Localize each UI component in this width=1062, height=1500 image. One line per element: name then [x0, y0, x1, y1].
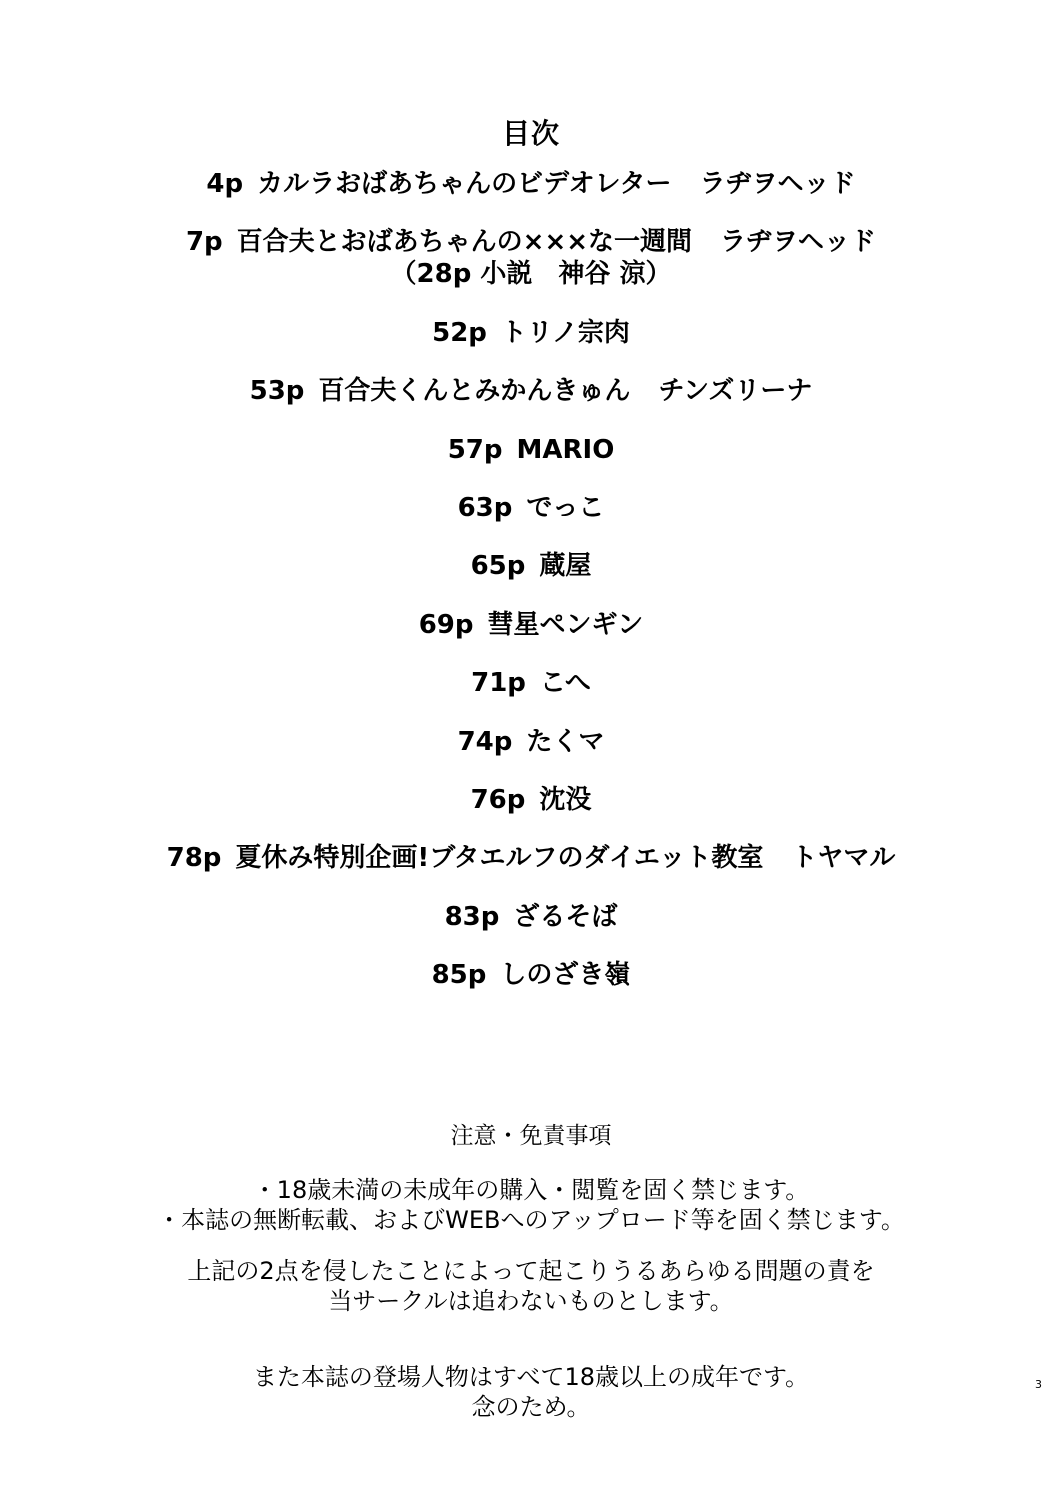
toc-entry	[0, 726, 1062, 758]
toc-entry-subnote: （28p 小説 神谷 涼）	[390, 259, 672, 290]
toc-entry	[0, 842, 1062, 874]
toc-entry-title: MARIO	[516, 434, 615, 465]
toc-entry-title: 夏休み特別企画!ブタエルフのダイエット教室	[235, 843, 764, 874]
toc-entry-title: 彗星ペンギン	[487, 609, 644, 640]
prohibition-line: ・18歳未満の未成年の購入・閲覧を固く禁じます。	[252, 1176, 810, 1204]
toc-entry-page: 69p	[418, 609, 474, 640]
toc-title: 目次	[501, 117, 560, 150]
disclaimer-line: 当サークルは追わないものとします。	[328, 1287, 734, 1315]
toc-entry-author: チンズリーナ	[658, 376, 813, 407]
age-statement-block	[0, 1362, 1062, 1422]
toc-entry	[0, 492, 1062, 524]
toc-entry-title: カルラおばあちゃんのビデオレター	[257, 169, 672, 199]
toc-entry-page: 53p	[249, 376, 305, 407]
toc-entry	[0, 784, 1062, 816]
prohibition-line: ・本誌の無断転載、およびWEBへのアップロード等を固く禁じます。	[157, 1206, 905, 1234]
disclaimer-line: 上記の2点を侵したことによって起こりうるあらゆる問題の責を	[187, 1257, 875, 1285]
toc-entry-page: 57p	[447, 434, 503, 465]
toc-entry-title: こへ	[539, 668, 591, 699]
toc-entry	[0, 609, 1062, 641]
toc-entry-title: ざるそば	[513, 901, 618, 932]
toc-entry	[0, 959, 1062, 991]
toc-entry-title: でっこ	[526, 492, 605, 523]
toc-entry-page: 52p	[432, 317, 487, 348]
toc-entry-title: たくマ	[526, 726, 605, 757]
disclaimer-block	[0, 1256, 1062, 1316]
toc-entry-page: 7p	[185, 227, 223, 258]
toc-entry-title: 沈没	[539, 784, 592, 815]
toc-entry-page: 63p	[457, 492, 513, 523]
notice-heading: 注意・免責事項	[450, 1123, 612, 1149]
toc-entry-author: トヤマル	[791, 843, 896, 874]
toc-entry	[0, 317, 1062, 349]
toc-entry-page: 4p	[206, 169, 244, 199]
toc-entry-title: しのざき嶺	[500, 960, 631, 991]
toc-entry-page: 65p	[470, 551, 526, 582]
toc-entry	[0, 168, 1062, 200]
toc-entry-page: 78p	[166, 843, 222, 874]
toc-entry-page: 71p	[471, 668, 526, 699]
toc-entry-title: 蔵屋	[539, 551, 592, 582]
toc-list	[0, 168, 1062, 1017]
toc-entry	[0, 550, 1062, 582]
toc-entry-page: 76p	[470, 784, 526, 815]
prohibitions-block	[0, 1175, 1062, 1235]
age-statement-line: また本誌の登場人物はすべて18歳以上の成年です。	[252, 1363, 810, 1391]
toc-entry-author: ラヂヲヘッド	[699, 169, 856, 199]
toc-entry	[0, 375, 1062, 407]
toc-entry	[0, 434, 1062, 466]
toc-entry-title: 百合夫くんとみかんきゅん	[318, 376, 631, 407]
toc-entry-page: 74p	[457, 726, 513, 757]
toc-entry-author: ラヂヲヘッド	[720, 227, 877, 258]
age-statement-line: 念のため。	[471, 1393, 591, 1421]
toc-entry	[0, 901, 1062, 933]
toc-entry	[0, 226, 1062, 290]
toc-entry-page: 83p	[444, 901, 500, 932]
toc-entry	[0, 667, 1062, 699]
page-number: 3	[1035, 1378, 1042, 1391]
toc-entry-title: トリノ宗肉	[500, 317, 630, 348]
toc-entry-page: 85p	[431, 960, 487, 991]
toc-entry-title: 百合夫とおばあちゃんの×××な一週間	[236, 227, 693, 258]
